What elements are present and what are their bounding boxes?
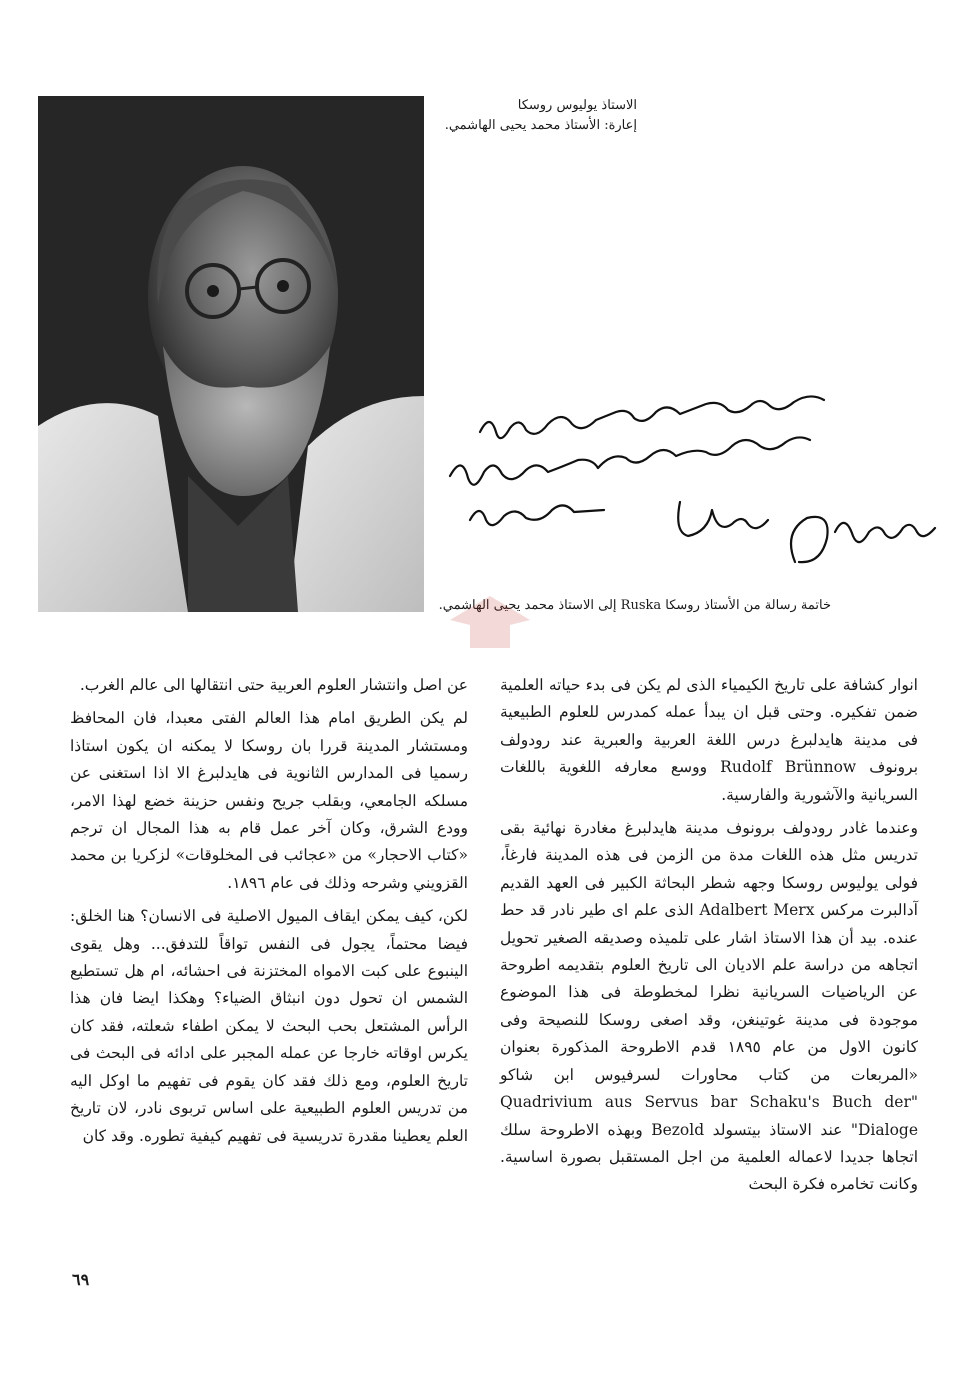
handwritten-signature: [440, 372, 940, 592]
text-column-right: [500, 672, 918, 1205]
paragraph: وعندما غادر رودولف برونوف مدينة هايدلبرغ مغادرة نهائية بقى تدريس مثل هذه اللغات مدة من الزمن فى هذه المدينة فارغاً، فولى يوليوس روسكا وجهه شطر البحاثة الكبير فى العهد القديم آدالبرت مركس Adalbert Merx الذى علم اى طير نادر قد حط عنده. بيد أن هذا الاستاذ اشار على تلميذه وصديقه الصغير تحويل اتجاهه من دراسة علم الاديان الى تاريخ العلوم بتقديمه اطروحة عن الرياضيات السريانية نظرا لمخطوطة فى هذا الموضوع موجودة فى مدينة غوتينغن، وقد اصغى روسكا للنصيحة وفى كانون الاول من عام ١٨٩٥ قدم الاطروحة المذكورة بعنوان «المربعات من كتاب محاورات لسرفيوس ابن شاكو "Quadrivium aus Servus bar Schaku's Buch der Dialoge" عند الاستاذ بيتسولد Bezold وبهذه الاطروحة سلك اتجاها جديدا لاعماله العلمية من اجل المستقبل بصورة اساسية. وكانت تخامره فكرة البحث: [500, 819, 918, 1194]
text-column-left: [70, 672, 468, 1156]
paragraph: انوار كشافة على تاريخ الكيمياء الذى لم يكن فى بدء حياته العلمية ضمن تفكيره. وحتى قبل ان يبدأ عمله كمدرس للعلوم الطبيعية فى مدينة هايدلبرغ درس اللغة العربية والعبرية عند رودولف برونوف Rudolf Brünnow ووسع معارفه اللغوية باللغات السريانية والآشورية والفارسية.: [500, 676, 919, 804]
handwritten-letter-closing: [440, 372, 940, 592]
letter-caption: خاتمة رسالة من الأستاذ روسكا Ruska إلى الاستاذ محمد يحيى الهاشمي.: [438, 598, 831, 613]
paragraph: لكن، كيف يمكن ايقاف الميول الاصلية فى الانسان؟ هنا الخلق: فيضا محتماً، يجول فى النفس تواقاً للتدفق... وهل يقوى الينبوع على كبت الامواه المختزنة فى احشائه، ام هل تستطيع الشمس ان تحول دون انبثاق الضياء؟ وهكذا ايضا فان هذا الرأس المشتعل بحب البحث لا يمكن اطفاء شعلته، فقد كان يكرس اوقاته خارجا عن عمله المجبر على ادائه فى البحث فى تاريخ العلوم، ومع ذلك فقد كان يقوم فى تفهيم ما اوكل اليه من تدريس العلوم الطبيعية على اساس تربوى نادر، لان تاريخ العلم يعطينا مقدرة تدريسية فى تفهيم كيفية تطوره. وقد كان: [70, 907, 468, 1145]
portrait-image: [38, 96, 424, 612]
photo-caption-line1: الاستاذ يوليوس روسكا: [517, 98, 637, 113]
portrait-photo: [38, 96, 424, 612]
photo-caption: [417, 96, 637, 136]
paragraph: لم يكن الطريق امام هذا العالم الفتى معبدا، فان المحافظ ومستشار المدينة قررا بان روسكا لا يمكنه ان يكون استاذا رسميا فى المدارس الثانوية فى هايدلبرغ الا اذا استغنى عن مسلكه الجامعي، وبقلب جريح ونفس حزينة خضع لهذا الامر، وودع الشرق، وكان آخر عمل قام به هذا المجال ان ترجم «كتاب الاحجار» من «عجائب فى المخلوقات» لزكريا بن محمد القزويني وشرحه وذلك فى عام ١٨٩٦.: [70, 709, 468, 892]
paragraph: عن اصل وانتشار العلوم العربية حتى انتقالها الى عالم الغرب.: [79, 676, 468, 694]
page-number: ٦٩: [72, 1270, 90, 1289]
photo-caption-line2: إعارة: الأستاذ محمد يحيى الهاشمي.: [444, 118, 637, 133]
